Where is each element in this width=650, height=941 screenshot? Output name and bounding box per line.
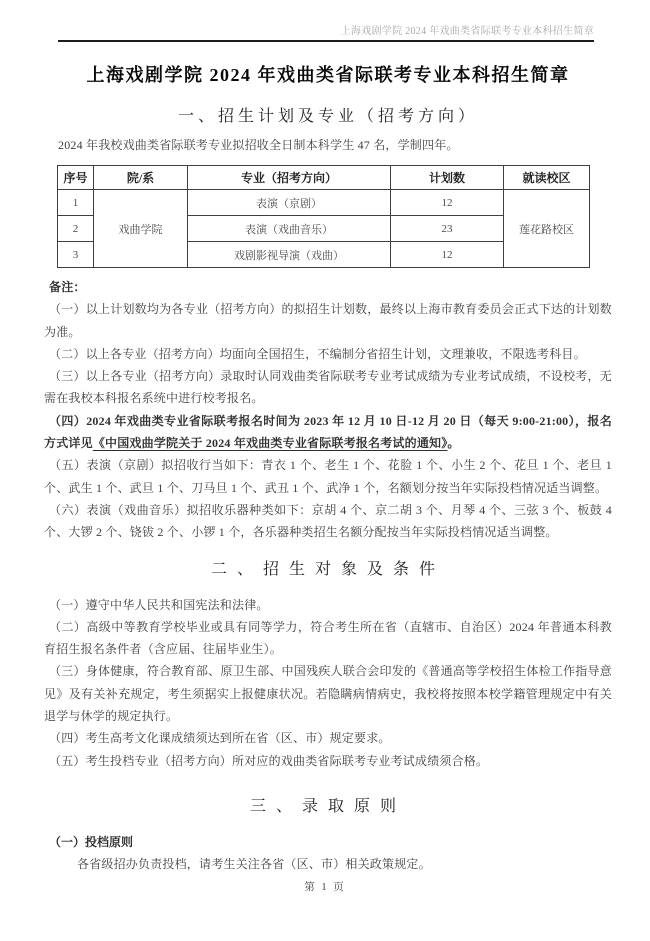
notice-document-link[interactable]: 《中国戏曲学院关于 2024 年戏曲类专业省际联考报名考试的通知》 bbox=[92, 436, 448, 451]
admissions-plan-table bbox=[57, 165, 590, 268]
section-1-heading: 一、招生计划及专业（招考方向） bbox=[177, 108, 478, 125]
document-title: 上海戏剧学院 2024 年戏曲类省际联考专业本科招生简章 bbox=[86, 65, 570, 85]
condition-5: （五）考生投档专业（招考方向）所对应的戏曲类省际联考专业考试成绩须合格。 bbox=[49, 753, 489, 768]
cell-campus: 莲花路校区 bbox=[504, 190, 590, 268]
col-header-plan: 计划数 bbox=[391, 166, 504, 190]
col-header-campus: 就读校区 bbox=[504, 166, 590, 190]
section-3-heading: 三、录取原则 bbox=[249, 797, 406, 815]
cell-plan: 12 bbox=[391, 242, 504, 268]
cell-major: 戏剧影视导演（戏曲） bbox=[188, 242, 391, 268]
note-4-text: （四）2024 年戏曲类专业省际联考报名时间为 2023 年 12 月 10 日-12 月 20 日（每天 9:00-21:00），报名方式详见 bbox=[44, 413, 612, 451]
condition-3: （三）身体健康，符合教育部、原卫生部、中国残疾人联合会印发的《普通高等学校招生体检工作指导意见》及有关补充规定，考生须据实上报健康状况。若隐瞒病情病史，我校将按照本校学籍管理规定中有关退学与休学的规定执行。 bbox=[44, 664, 612, 724]
notes-label: 备注： bbox=[49, 280, 86, 294]
note-6: （六）表演（戏曲音乐）拟招收乐器种类如下：京胡 4 个、京二胡 3 个、月琴 4 个、三弦 3 个、板鼓 4 个、大锣 2 个、铙钹 2 个、小锣 1 个，各乐器种类招生名额分配按当年实际投档情况适当调整。 bbox=[44, 502, 612, 540]
principle-text: 各省级招办负责投档，请考生关注各省（区、市）相关政策规定。 bbox=[77, 857, 431, 872]
cell-college: 戏曲学院 bbox=[94, 190, 188, 268]
cell-major: 表演（京剧） bbox=[188, 190, 391, 216]
condition-2: （二）高级中等教育学校毕业或具有同等学力，符合考生所在省（直辖市、自治区）2024 年普通本科教育招生报名条件者（含应届、往届毕业生）。 bbox=[44, 619, 612, 657]
cell-no: 1 bbox=[58, 190, 94, 216]
cell-plan: 12 bbox=[391, 190, 504, 216]
notes-block bbox=[44, 276, 612, 544]
principle-sub-heading: （一）投档原则 bbox=[49, 834, 134, 849]
cell-plan: 23 bbox=[391, 216, 504, 242]
section-2-heading: 二、招生对象及条件 bbox=[210, 560, 445, 578]
note-2: （二）以上各专业（招考方向）均面向全国招生，不编制分省招生计划，文理兼收，不限选考科目。 bbox=[49, 346, 586, 361]
col-header-no: 序号 bbox=[58, 166, 94, 190]
note-3: （三）以上各专业（招考方向）录取时认同戏曲类省际联考专业考试成绩为专业考试成绩，不设校考，无需在我校本科报名系统中进行校考报名。 bbox=[44, 369, 612, 406]
cell-major: 表演（戏曲音乐） bbox=[188, 216, 391, 242]
condition-4: （四）考生高考文化课成绩须达到所在省（区、市）规定要求。 bbox=[49, 731, 391, 746]
document-page bbox=[0, 22, 650, 941]
page-number: 第 1 页 bbox=[304, 881, 346, 893]
note-4 bbox=[44, 410, 612, 455]
cell-no: 3 bbox=[58, 242, 94, 268]
condition-1: （一）遵守中华人民共和国宪法和法律。 bbox=[49, 597, 269, 612]
note-4-period: 。 bbox=[447, 436, 460, 451]
conditions-block bbox=[44, 594, 612, 772]
note-5: （五）表演（京剧）拟招收行当如下：青衣 1 个、老生 1 个、花脸 1 个、小生 2 个、花旦 1 个、老旦 1 个、武生 1 个、武旦 1 个、刀马旦 1 个、武丑 1 个、武净 1 个，名额划分按当年实际投档情况适当调整。 bbox=[44, 458, 612, 495]
page-content bbox=[0, 61, 650, 894]
cell-no: 2 bbox=[58, 216, 94, 242]
section-1-intro: 2024 年我校戏曲类省际联考专业拟招收全日制本科学生 47 名，学制四年。 bbox=[58, 138, 459, 152]
note-1: （一）以上计划数均为各专业（招考方向）的拟招生计划数，最终以上海市教育委员会正式下达的计划数为准。 bbox=[44, 302, 612, 339]
table-header-row bbox=[58, 166, 590, 190]
running-header: 上海戏剧学院 2024 年戏曲类省际联考专业本科招生简章 bbox=[58, 22, 594, 42]
table-row bbox=[58, 190, 590, 216]
col-header-major: 专业（招考方向） bbox=[188, 166, 391, 190]
col-header-college: 院/系 bbox=[94, 166, 188, 190]
